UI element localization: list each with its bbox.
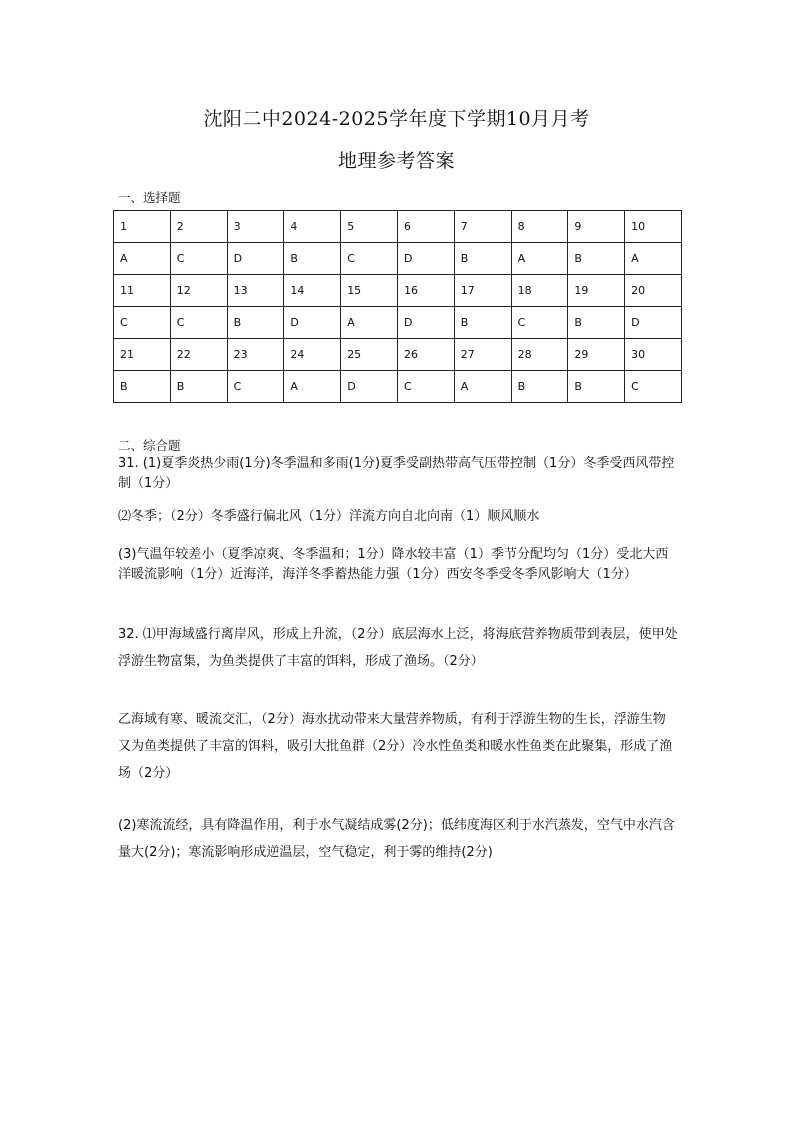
- section-heading-choice: 一、选择题: [118, 190, 181, 205]
- table-cell: 26: [397, 339, 454, 371]
- table-cell: 27: [454, 339, 511, 371]
- table-cell: 21: [114, 339, 171, 371]
- table-cell: 22: [170, 339, 227, 371]
- table-cell: 15: [341, 275, 398, 307]
- table-cell: 9: [568, 211, 625, 243]
- table-cell: B: [454, 243, 511, 275]
- table-cell: C: [170, 243, 227, 275]
- table-cell: D: [397, 243, 454, 275]
- q31-part2: ⑵冬季；（2分）冬季盛行偏北风（1分）洋流方向自北向南（1）顺风顺水: [118, 509, 540, 524]
- table-cell: A: [284, 371, 341, 403]
- table-cell: 10: [625, 211, 682, 243]
- table-cell: 18: [511, 275, 568, 307]
- table-cell: D: [397, 307, 454, 339]
- table-cell: A: [511, 243, 568, 275]
- q32-part2: (2)寒流流经，具有降温作用，利于水气凝结成雾(2分)；低纬度海区利于水汽蒸发，空气中水汽含量大(2分)；寒流影响形成逆温层，空气稳定，利于雾的维持(2分): [118, 818, 675, 860]
- answer-key-subtitle: 地理参考答案: [337, 150, 455, 172]
- table-cell: C: [397, 371, 454, 403]
- table-cell: B: [114, 371, 171, 403]
- table-cell: B: [568, 371, 625, 403]
- table-row: [114, 339, 682, 371]
- table-cell: A: [454, 371, 511, 403]
- table-cell: D: [341, 371, 398, 403]
- table-cell: C: [170, 307, 227, 339]
- section-heading-comprehensive: 二、综合题: [118, 438, 181, 453]
- table-cell: 6: [397, 211, 454, 243]
- table-cell: C: [114, 307, 171, 339]
- table-cell: B: [227, 307, 284, 339]
- table-cell: B: [454, 307, 511, 339]
- table-cell: 5: [341, 211, 398, 243]
- table-cell: 19: [568, 275, 625, 307]
- table-cell: B: [568, 243, 625, 275]
- table-cell: 25: [341, 339, 398, 371]
- q32-part1-a: 32. ⑴甲海域盛行离岸风，形成上升流，（2分）底层海水上泛，将海底营养物质带到表层，使甲处浮游生物富集，为鱼类提供了丰富的饵料，形成了渔场。（2分）: [118, 627, 678, 669]
- table-cell: 4: [284, 211, 341, 243]
- table-cell: A: [114, 243, 171, 275]
- answer-table: [113, 210, 682, 403]
- table-cell: B: [511, 371, 568, 403]
- table-row: [114, 307, 682, 339]
- table-row: [114, 371, 682, 403]
- table-cell: 17: [454, 275, 511, 307]
- table-cell: D: [625, 307, 682, 339]
- table-cell: 3: [227, 211, 284, 243]
- q31-part3: (3)气温年较差小（夏季凉爽、冬季温和；1分）降水较丰富（1）季节分配均匀（1分）受北大西洋暖流影响（1分）近海洋，海洋冬季蓄热能力强（1分）西安冬季受冬季风影响大（1分）: [118, 547, 669, 582]
- table-cell: B: [568, 307, 625, 339]
- table-cell: C: [511, 307, 568, 339]
- table-cell: C: [625, 371, 682, 403]
- table-cell: B: [170, 371, 227, 403]
- table-cell: A: [341, 307, 398, 339]
- table-cell: 11: [114, 275, 171, 307]
- table-cell: 7: [454, 211, 511, 243]
- table-cell: 24: [284, 339, 341, 371]
- table-cell: 8: [511, 211, 568, 243]
- table-cell: 1: [114, 211, 171, 243]
- table-cell: 12: [170, 275, 227, 307]
- table-row: [114, 275, 682, 307]
- table-cell: C: [341, 243, 398, 275]
- table-cell: C: [227, 371, 284, 403]
- table-cell: 23: [227, 339, 284, 371]
- table-cell: 14: [284, 275, 341, 307]
- table-cell: 29: [568, 339, 625, 371]
- q32-part1-b: 乙海域有寒、暖流交汇，（2分）海水扰动带来大量营养物质，有利于浮游生物的生长，浮游生物又为鱼类提供了丰富的饵料，吸引大批鱼群（2分）冷水性鱼类和暖水性鱼类在此聚集，形成了渔场（2分）: [118, 712, 673, 781]
- table-cell: D: [284, 307, 341, 339]
- table-cell: 20: [625, 275, 682, 307]
- table-cell: 16: [397, 275, 454, 307]
- table-cell: B: [284, 243, 341, 275]
- table-cell: 13: [227, 275, 284, 307]
- table-row: [114, 243, 682, 275]
- exam-title: 沈阳二中2024-2025学年度下学期10月月考: [203, 108, 590, 130]
- q31-part1: 31. (1)夏季炎热少雨(1分)冬季温和多雨(1分)夏季受副热带高气压带控制（1分）冬季受西风带控制（1分）: [118, 456, 675, 491]
- table-cell: 30: [625, 339, 682, 371]
- table-cell: D: [227, 243, 284, 275]
- table-cell: 28: [511, 339, 568, 371]
- table-row: [114, 211, 682, 243]
- table-cell: 2: [170, 211, 227, 243]
- table-cell: A: [625, 243, 682, 275]
